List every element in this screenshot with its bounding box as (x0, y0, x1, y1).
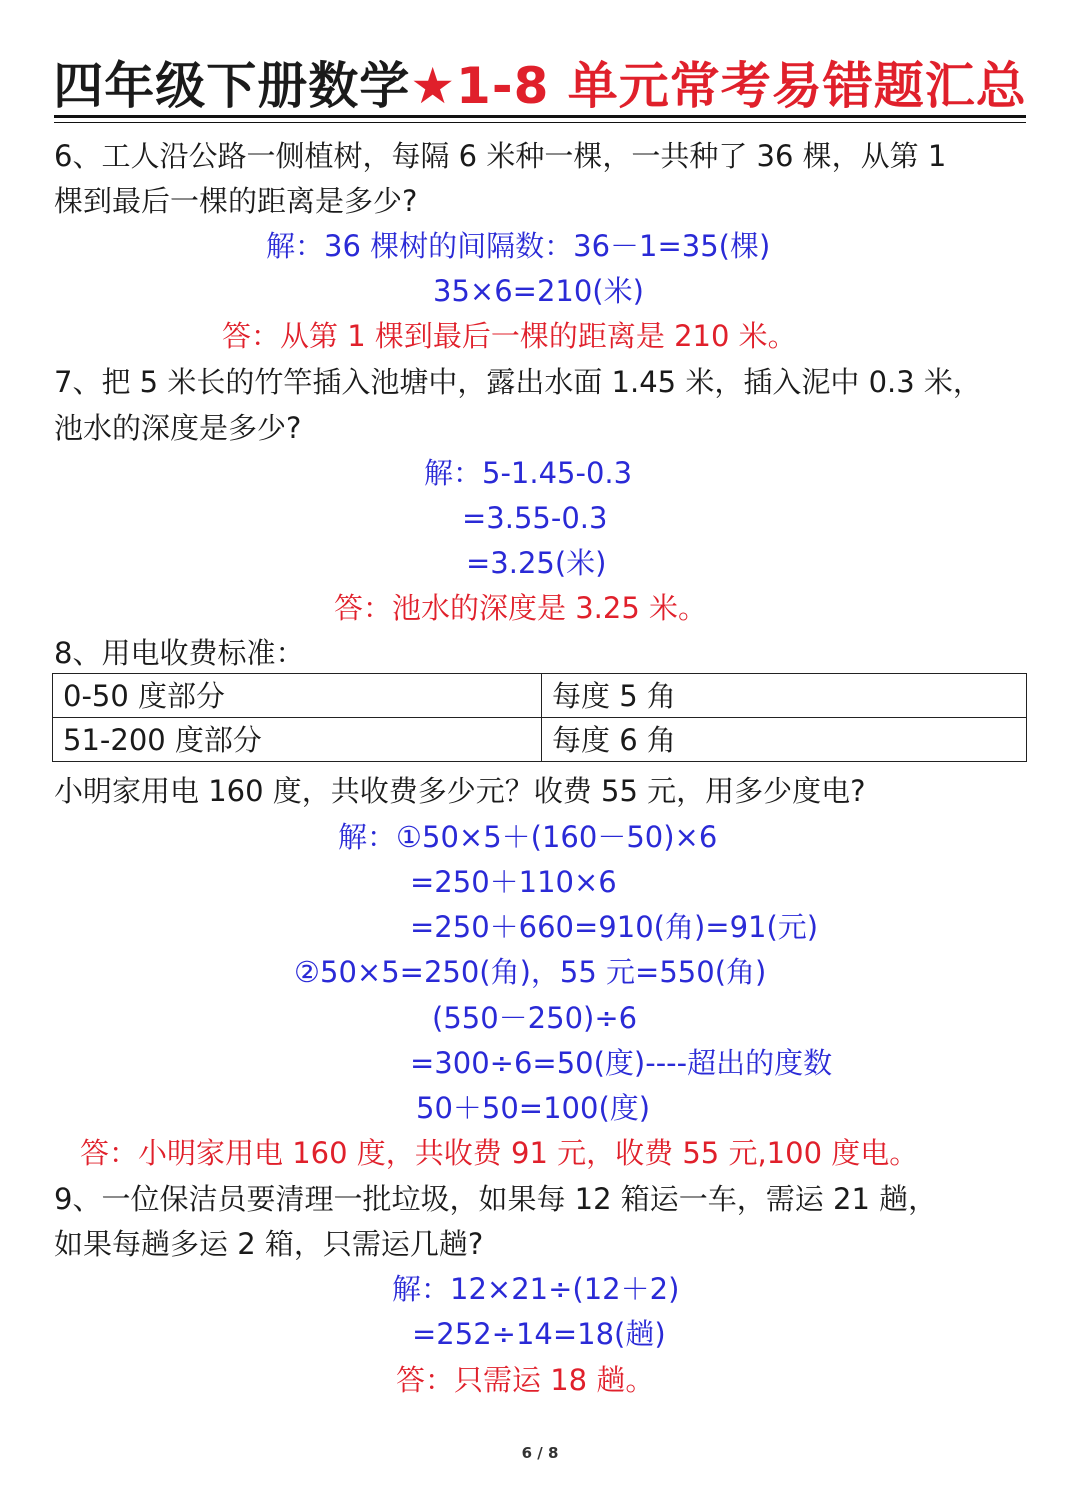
page-title (0, 54, 1080, 118)
q7-text-line1: 7、把 5 米长的竹竿插入池塘中，露出水面 1.45 米，插入泥中 0.3 米， (54, 365, 982, 399)
q9-solution-line1: 解：12×21÷(12＋2) (392, 1272, 680, 1306)
q8-solution-line7: 50＋50=100(度) (416, 1091, 651, 1125)
table-cell: 每度 6 角 (542, 718, 1027, 762)
q8-text-line2: 小明家用电 160 度，共收费多少元？收费 55 元，用多少度电? (54, 774, 866, 808)
q8-solution-line5: (550－250)÷6 (432, 1001, 638, 1035)
q8-text-line1: 8、用电收费标准： (54, 636, 305, 670)
q7-answer: 答：池水的深度是 3.25 米。 (334, 591, 708, 625)
q7-solution-line3: =3.25(米) (466, 546, 607, 580)
q8-answer: 答：小明家用电 160 度，共收费 91 元，收费 55 元,100 度电。 (80, 1136, 919, 1170)
q7-text-line2: 池水的深度是多少? (54, 411, 302, 445)
star-icon: ★ (410, 57, 457, 115)
rate-table (52, 673, 1027, 762)
q6-answer: 答：从第 1 棵到最后一棵的距离是 210 米。 (222, 319, 797, 353)
title-text-a: 四年级下册数学 (53, 57, 411, 115)
table-cell: 每度 5 角 (542, 674, 1027, 718)
table-row (53, 718, 1027, 762)
title-text-b: 1-8 单元常考易错题汇总 (456, 57, 1027, 115)
page-number: 6 / 8 (521, 1444, 559, 1462)
q9-answer: 答：只需运 18 趟。 (396, 1363, 655, 1397)
q8-solution-line4: ②50×5=250(角)，55 元=550(角) (294, 955, 767, 989)
q7-solution-line2: =3.55-0.3 (462, 501, 608, 535)
q8-solution-line6: =300÷6=50(度)----超出的度数 (410, 1046, 833, 1080)
q6-solution-line2: 35×6=210(米) (433, 274, 644, 308)
table-cell: 51-200 度部分 (53, 718, 542, 762)
q9-text-line2: 如果每趟多运 2 箱，只需运几趟? (54, 1227, 484, 1261)
q6-text-line2: 棵到最后一棵的距离是多少? (54, 184, 418, 218)
q6-text-line1: 6、工人沿公路一侧植树，每隔 6 米种一棵，一共种了 36 棵，从第 1 (54, 139, 947, 173)
q7-solution-line1: 解：5-1.45-0.3 (424, 456, 633, 490)
title-rule-thin (54, 122, 1026, 123)
q9-solution-line2: =252÷14=18(趟) (412, 1317, 666, 1351)
q8-solution-line2: =250＋110×6 (410, 865, 617, 899)
q6-solution-line1: 解：36 棵树的间隔数：36－1=35(棵) (266, 229, 771, 263)
q8-solution-line3: =250＋660=910(角)=91(元) (410, 910, 819, 944)
table-row (53, 674, 1027, 718)
q9-text-line1: 9、一位保洁员要清理一批垃圾，如果每 12 箱运一车，需运 21 趟， (54, 1182, 938, 1216)
q8-solution-line1: 解：①50×5＋(160－50)×6 (338, 820, 718, 854)
table-cell: 0-50 度部分 (53, 674, 542, 718)
title-rule-thick (54, 115, 1026, 118)
